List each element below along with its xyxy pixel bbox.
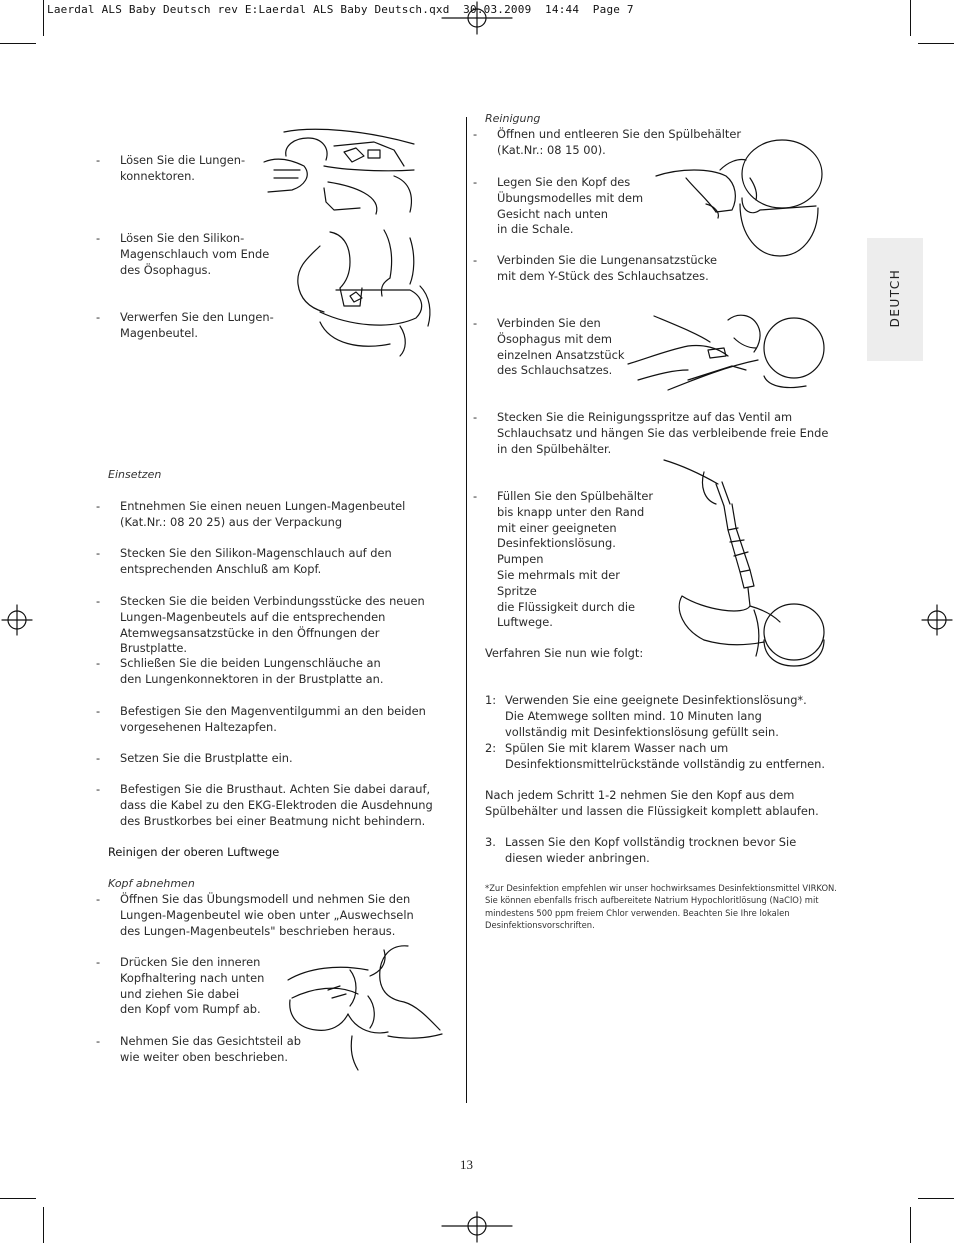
step-remove-stomach-tube: - Lösen Sie den Silikon- Magenschlauch vom Ende des Ösophagus. [96, 231, 270, 277]
reinigung-step-4: - Verbinden Sie den Ösophagus mit dem einzelnen Ansatzstück des Schlauchsatzes. [473, 316, 625, 378]
numbered-step-1 [485, 693, 845, 740]
section-einsetzen-heading: Einsetzen [108, 468, 162, 481]
crop-mark [43, 1207, 44, 1243]
head-in-bowl-illustration [656, 132, 826, 260]
footnote: *Zur Desinfektion empfehlen wir unser hochwirksames Desinfektionsmittel VIRKON. Sie können ebenfalls frisch aufbereitete Natrium Hypochloritlösung (NaClO) mit mindestens 500 ppm freiem Chlor verwenden. Beachten Sie Ihre lokalen Desinfektionsvorschriften. [485, 883, 837, 931]
lung-connector-illustration [264, 126, 424, 216]
numbered-step-3-label: 3. [485, 835, 496, 849]
kopf-step-2: - Drücken Sie den inneren Kopfhaltering nach unten und ziehen Sie dabei den Kopf vom Rumpf ab. [96, 955, 265, 1017]
section-cleaning-heading: Reinigen der oberen Luftwege [108, 845, 280, 859]
einsetzen-step-4: - Schließen Sie die beiden Lungenschläuche an den Lungenkonnektoren in der Brustplatte an. [96, 656, 384, 686]
registration-mark-icon [922, 605, 952, 635]
reinigung-step-3: - Verbinden Sie die Lungenansatzstücke mit dem Y-Stück des Schlauchsatzes. [473, 253, 718, 283]
registration-mark-icon [2, 605, 32, 635]
kopf-step-1: - Öffnen Sie das Übungsmodell und nehmen Sie den Lungen-Magenbeutel wie oben unter „Auswechseln des Lungen-Magenbeutels" beschrieben heraus. [96, 892, 414, 938]
numbered-step-3-text: Lassen Sie den Kopf vollständig trocknen bevor Sie diesen wieder anbringen. [505, 835, 797, 865]
numbered-step-3 [485, 835, 845, 867]
einsetzen-step-1: - Entnehmen Sie einen neuen Lungen-Magenbeutel (Kat.Nr.: 08 20 25) aus der Verpackung [96, 499, 406, 529]
numbered-step-2-text: Spülen Sie mit klarem Wasser nach um Desinfektionsmittelrückstände vollständig zu entfernen. [505, 741, 826, 771]
connect-esophagus-illustration [628, 300, 828, 400]
reinigung-step-5: - Stecken Sie die Reinigungsspritze auf das Ventil am Schlauchsatz und hängen Sie das verbleibende freie Ende in den Spülbehälter. [473, 410, 829, 456]
page-number: 13 [460, 1157, 473, 1172]
einsetzen-step-6: - Setzen Sie die Brustplatte ein. [96, 751, 293, 765]
crop-mark [918, 1198, 954, 1199]
nach-jedem-text: Nach jedem Schritt 1-2 nehmen Sie den Kopf aus dem Spülbehälter und lassen die Flüssigkeit komplett ablaufen. [485, 788, 819, 818]
subsection-kopf-heading: Kopf abnehmen [108, 877, 195, 890]
einsetzen-step-7: - Befestigen Sie die Brusthaut. Achten Sie dabei darauf, dass die Kabel zu den EKG-Elektroden die Ausdehnung des Brustkorbes bei einer Beatmung nicht behindern. [96, 782, 433, 828]
reinigung-step-1: - Öffnen und entleeren Sie den Spülbehälter (Kat.Nr.: 08 15 00). [473, 127, 742, 157]
reinigung-step-2: - Legen Sie den Kopf des Übungsmodelles mit dem Gesicht nach unten in die Schale. [473, 175, 644, 237]
crop-mark [918, 43, 954, 44]
syringe-pump-illustration [664, 460, 834, 672]
step-remove-lung-connectors: - Lösen Sie die Lungen- konnektoren. [96, 153, 246, 183]
column-divider [466, 117, 467, 1103]
slug-line: Laerdal ALS Baby Deutsch rev E:Laerdal ALS Baby Deutsch.qxd 30.03.2009 14:44 Page 7 [47, 3, 634, 16]
crop-mark [0, 1198, 36, 1199]
crop-mark [910, 0, 911, 36]
crop-mark [43, 0, 44, 36]
stomach-tube-illustration [290, 226, 440, 356]
reinigung-step-6: - Füllen Sie den Spülbehälter bis knapp unter den Rand mit einer geeigneten Desinfektionslösung. Pumpen Sie mehrmals mit der Spritze die Flüssigkeit durch die Luftwege. [473, 489, 654, 630]
section-reinigung-heading: Reinigung [485, 112, 541, 125]
kopf-step-3: - Nehmen Sie das Gesichtsteil ab wie weiter oben beschrieben. [96, 1034, 301, 1064]
einsetzen-step-3: - Stecken Sie die beiden Verbindungsstücke des neuen Lungen-Magenbeutels auf die entsprechenden Atemwegsansatzstücke in den Öffnungen der Brustplatte. [96, 594, 425, 656]
numbered-step-2 [485, 741, 845, 773]
step-discard-bag: - Verwerfen Sie den Lungen- Magenbeutel. [96, 310, 274, 340]
einsetzen-step-5: - Befestigen Sie den Magenventilgummi an den beiden vorgesehenen Haltezapfen. [96, 704, 426, 734]
registration-mark-icon [462, 1212, 492, 1242]
numbered-step-2-label: 2: [485, 741, 497, 755]
einsetzen-step-2: - Stecken Sie den Silikon-Magenschlauch auf den entsprechenden Anschluß am Kopf. [96, 546, 392, 576]
language-tab-label: DEUTCH [888, 268, 902, 328]
numbered-step-1-label: 1: [485, 693, 497, 707]
crop-mark [910, 1207, 911, 1243]
remove-head-illustration [288, 940, 444, 1072]
verfahren-text: Verfahren Sie nun wie folgt: [485, 646, 644, 660]
numbered-step-1-text: Verwenden Sie eine geeignete Desinfektionslösung*. Die Atemwege sollten mind. 10 Minuten lang vollständig mit Desinfektionslösung gefüllt sein. [505, 693, 807, 739]
language-tab [867, 238, 923, 361]
crop-mark [0, 43, 36, 44]
